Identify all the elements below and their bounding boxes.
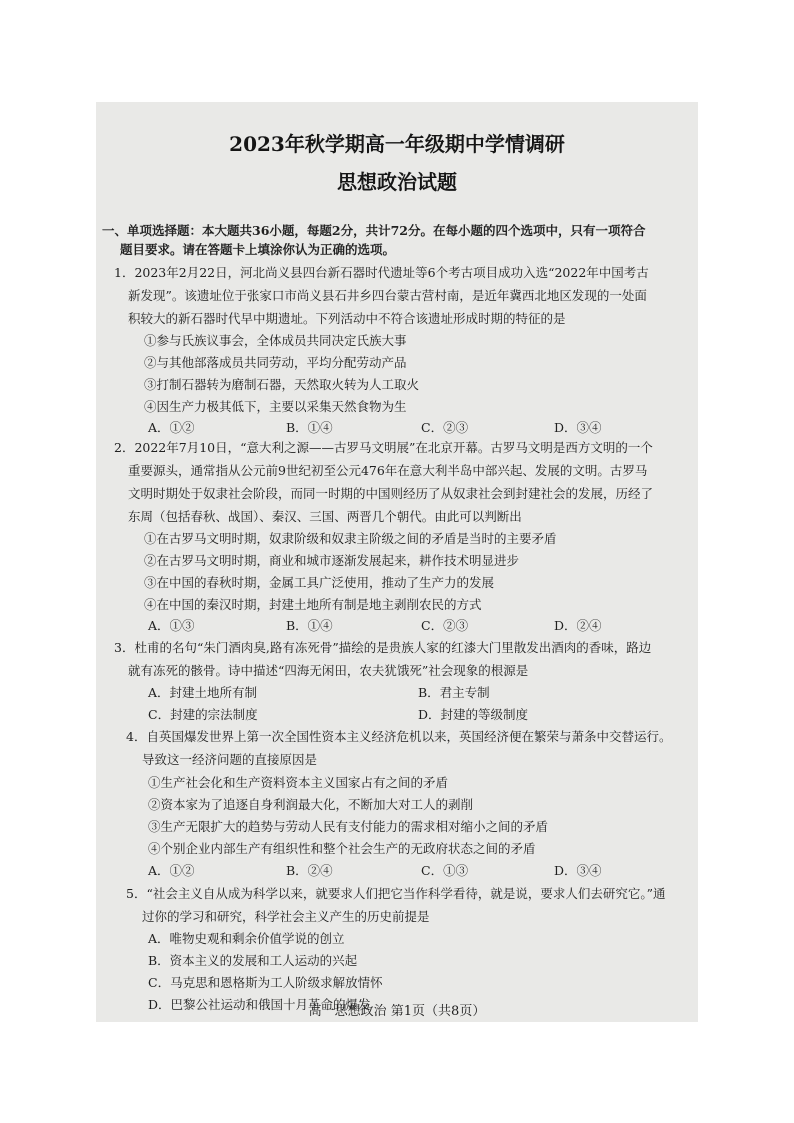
question-1-option-b[interactable]: B．①④	[286, 420, 333, 435]
question-2-statement: ②在古罗马文明时期，商业和城市逐渐发展起来，耕作技术明显进步	[144, 553, 520, 568]
question-1-statement: ③打制石器转为磨制石器，天然取火转为人工取火	[144, 377, 420, 392]
question-2-stem-line: 重要源头，通常指从公元前9世纪初至公元476年在意大利半岛中部兴起、发展的文明。古罗马	[128, 463, 648, 478]
question-5-option-d[interactable]: D．巴黎公社运动和俄国十月革命的爆发	[148, 997, 371, 1012]
question-2-option-d[interactable]: D．②④	[554, 618, 602, 633]
question-4-statement: ④个别企业内部生产有组织性和整个社会生产的无政府状态之间的矛盾	[148, 841, 536, 856]
question-1-statement: ④因生产力极其低下，主要以采集天然食物为生	[144, 399, 407, 414]
page-footer: 高一思想政治 第1页（共8页）	[308, 1004, 486, 1019]
question-1-stem-line: 1．2023年2月22日，河北尚义县四台新石器时代遗址等6个考古项目成功入选“2022年中国考古	[114, 265, 649, 280]
question-1-statement: ①参与氏族议事会，全体成员共同决定氏族大事	[144, 333, 407, 348]
question-2-option-a[interactable]: A．①③	[148, 618, 195, 633]
question-4-option-d[interactable]: D．③④	[554, 863, 602, 878]
question-2-statement: ④在中国的秦汉时期，封建土地所有制是地主剥削农民的方式	[144, 597, 482, 612]
question-4-statement: ③生产无限扩大的趋势与劳动人民有支付能力的需求相对缩小之间的矛盾	[148, 819, 549, 834]
question-4-stem-line: 4．自英国爆发世界上第一次全国性资本主义经济危机以来，英国经济便在繁荣与萧条中交替运行。	[126, 729, 672, 744]
question-5-option-a[interactable]: A．唯物史观和剩余价值学说的创立	[148, 931, 345, 946]
question-2-stem-line: 东周（包括春秋、战国）、秦汉、三国、两晋几个朝代。由此可以判断出	[128, 509, 522, 524]
question-3-option-b[interactable]: B．君主专制	[418, 685, 490, 700]
exam-subject: 思想政治试题	[337, 170, 457, 194]
section-instruction-line-1: 一、单项选择题：本大题共36小题，每题2分，共计72分。在每小题的四个选项中，只有一项符合	[102, 223, 646, 238]
question-1-option-a[interactable]: A．①②	[148, 420, 195, 435]
question-2-stem-line: 文明时期处于奴隶社会阶段，而同一时期的中国则经历了从奴隶社会到封建社会的发展，历经了	[128, 486, 654, 501]
question-4-statement: ①生产社会化和生产资料资本主义国家占有之间的矛盾	[148, 775, 449, 790]
question-4-stem-line: 导致这一经济问题的直接原因是	[142, 752, 318, 767]
question-3-stem-line: 3．杜甫的名句“朱门酒肉臭,路有冻死骨”描绘的是贵族人家的红漆大门里散发出酒肉的香味，路边	[114, 640, 652, 655]
question-1-option-d[interactable]: D．③④	[554, 420, 602, 435]
question-2-option-c[interactable]: C．②③	[421, 618, 469, 633]
question-5-option-b[interactable]: B．资本主义的发展和工人运动的兴起	[148, 953, 358, 968]
question-3-option-c[interactable]: C．封建的宗法制度	[148, 707, 258, 722]
question-5-stem-line: 过你的学习和研究，科学社会主义产生的历史前提是	[142, 909, 430, 924]
question-1-stem-line: 新发现”。该遗址位于张家口市尚义县石井乡四台蒙古营村南，是近年冀西北地区发现的一处面	[128, 288, 647, 303]
section-instruction-line-2: 题目要求。请在答题卡上填涂你认为正确的选项。	[120, 242, 396, 257]
question-2-statement: ①在古罗马文明时期，奴隶阶级和奴隶主阶级之间的矛盾是当时的主要矛盾	[144, 531, 557, 546]
question-1-option-c[interactable]: C．②③	[421, 420, 469, 435]
question-2-stem-line: 2．2022年7月10日，“意大利之源——古罗马文明展”在北京开幕。古罗马文明是西方文明的一个	[114, 440, 653, 455]
exam-title: 2023年秋学期高一年级期中学情调研	[229, 132, 565, 156]
question-5-stem-line: 5．“社会主义自从成为科学以来，就要求人们把它当作科学看待，就是说，要求人们去研究它。”通	[126, 886, 666, 901]
question-1-statement: ②与其他部落成员共同劳动，平均分配劳动产品	[144, 355, 407, 370]
question-4-option-a[interactable]: A．①②	[148, 863, 195, 878]
question-2-option-b[interactable]: B．①④	[286, 618, 333, 633]
question-4-option-b[interactable]: B．②④	[286, 863, 333, 878]
question-3-option-d[interactable]: D．封建的等级制度	[418, 707, 529, 722]
exam-paper	[96, 102, 698, 1022]
question-5-option-c[interactable]: C．马克思和恩格斯为工人阶级求解放情怀	[148, 975, 383, 990]
question-4-statement: ②资本家为了追逐自身利润最大化，不断加大对工人的剥削	[148, 797, 474, 812]
question-3-stem-line: 就有冻死的骸骨。诗中描述“四海无闲田，农夫犹饿死”社会现象的根源是	[128, 663, 529, 678]
question-4-option-c[interactable]: C．①③	[421, 863, 469, 878]
question-1-stem-line: 积较大的新石器时代早中期遗址。下列活动中不符合该遗址形成时期的特征的是	[128, 311, 566, 326]
question-2-statement: ③在中国的春秋时期，金属工具广泛使用，推动了生产力的发展	[144, 575, 495, 590]
question-3-option-a[interactable]: A．封建土地所有制	[148, 685, 258, 700]
